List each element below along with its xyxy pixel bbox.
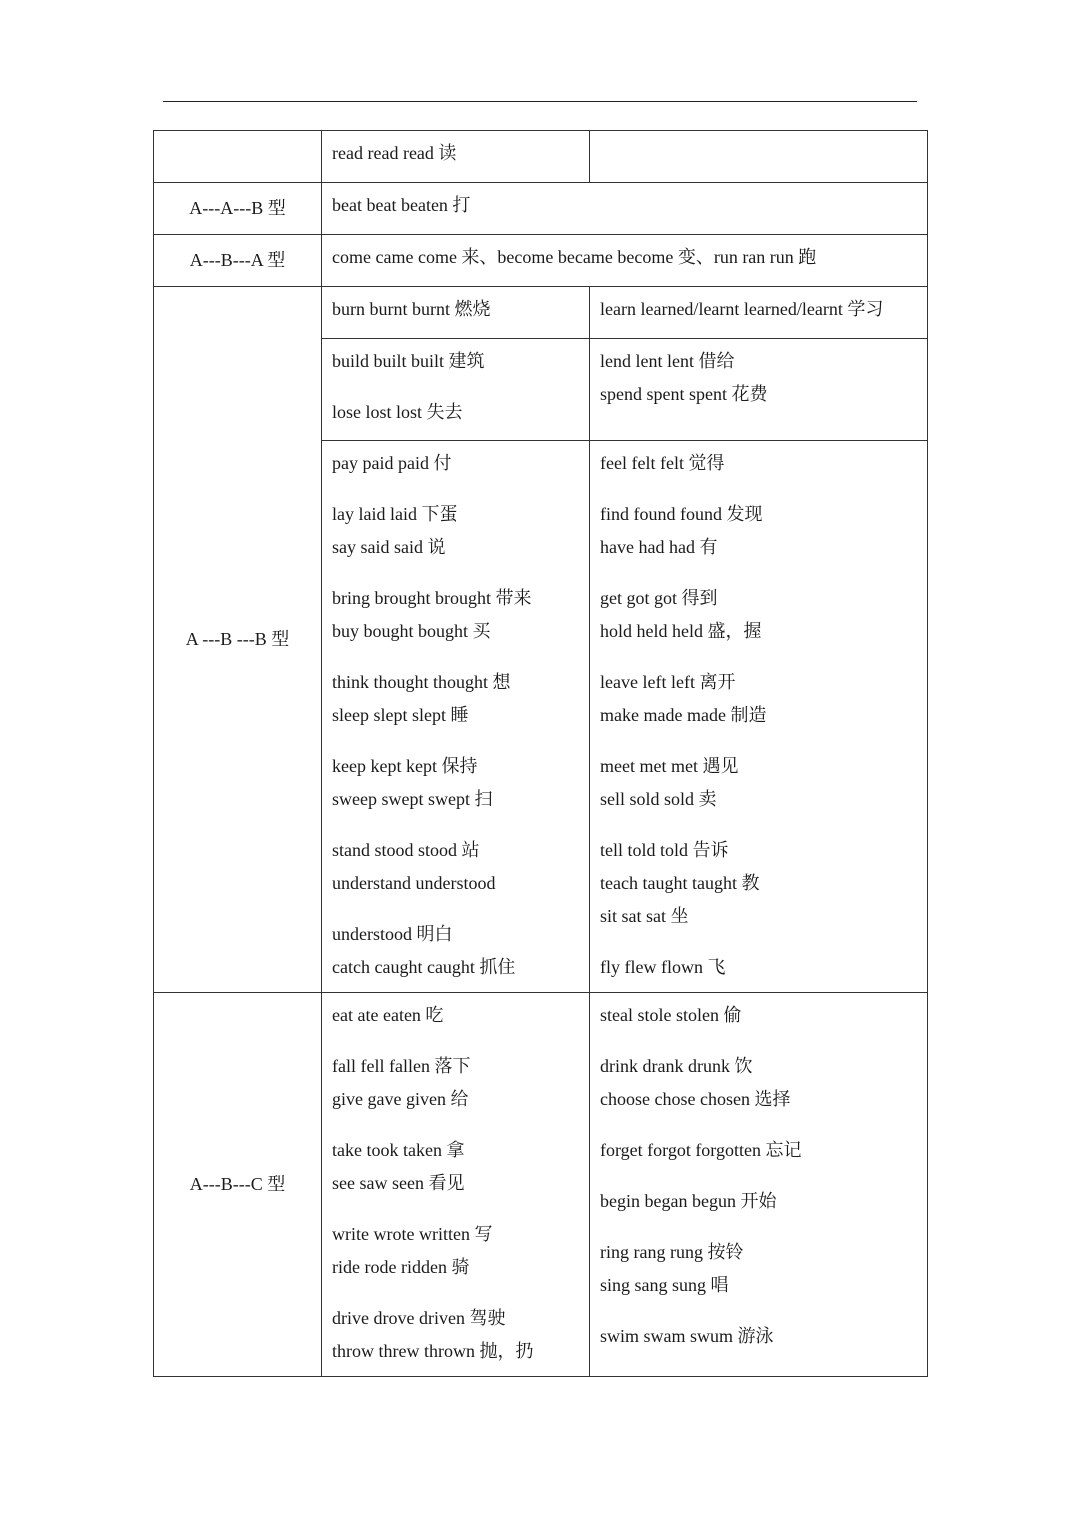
verb-cell — [590, 441, 928, 993]
table-row — [154, 235, 928, 287]
verb-entry: sweep swept swept 扫 — [332, 789, 493, 809]
type-label: A---B---A 型 — [189, 250, 286, 270]
table-row — [154, 131, 928, 183]
verb-cell — [590, 339, 928, 441]
verb-entry: meet met met 遇见 — [600, 756, 739, 776]
type-label: A---A---B 型 — [189, 198, 286, 218]
verb-entry: bring brought brought 带来 — [332, 588, 532, 608]
verb-entry: stand stood stood 站 — [332, 840, 480, 860]
type-cell — [154, 287, 322, 993]
table-row — [154, 993, 928, 1377]
verb-entry: pay paid paid 付 — [332, 453, 452, 473]
verb-entry: think thought thought 想 — [332, 672, 511, 692]
verb-entry: build built built 建筑 — [332, 351, 485, 371]
verb-entry: burn burnt burnt 燃烧 — [332, 299, 491, 319]
type-label: A---B---C 型 — [189, 1174, 286, 1194]
type-cell — [154, 235, 322, 287]
verb-entry: understood 明白 — [332, 924, 453, 944]
verb-entry: beat beat beaten 打 — [332, 195, 471, 215]
verb-entry: make made made 制造 — [600, 705, 767, 725]
verb-cell — [322, 339, 590, 441]
verb-entry: take took taken 拿 — [332, 1140, 465, 1160]
verb-entry: spend spent spent 花费 — [600, 384, 768, 404]
verb-entry: write wrote written 写 — [332, 1224, 493, 1244]
verb-entry: drink drank drunk 饮 — [600, 1056, 753, 1076]
verb-entry: catch caught caught 抓住 — [332, 957, 516, 977]
verb-cell — [322, 441, 590, 993]
verb-entry: sell sold sold 卖 — [600, 789, 717, 809]
verb-entry: fly flew flown 飞 — [600, 957, 726, 977]
verb-entry: sleep slept slept 睡 — [332, 705, 469, 725]
irregular-verbs-table — [153, 130, 928, 1377]
table-row — [154, 287, 928, 339]
verb-entry: swim swam swum 游泳 — [600, 1326, 774, 1346]
verb-entry: get got got 得到 — [600, 588, 718, 608]
verb-entry: read read read 读 — [332, 143, 457, 163]
verb-cell — [322, 287, 590, 339]
type-cell — [154, 993, 322, 1377]
type-cell — [154, 131, 322, 183]
verb-entry: tell told told 告诉 — [600, 840, 729, 860]
verb-entry: steal stole stolen 偷 — [600, 1005, 742, 1025]
verb-cell — [322, 993, 590, 1377]
type-label: A ---B ---B 型 — [185, 629, 290, 649]
verb-entry: fall fell fallen 落下 — [332, 1056, 471, 1076]
verb-entry: buy bought bought 买 — [332, 621, 491, 641]
verb-entry: ride rode ridden 骑 — [332, 1257, 470, 1277]
verb-entry: sing sang sung 唱 — [600, 1275, 729, 1295]
verb-entry: eat ate eaten 吃 — [332, 1005, 444, 1025]
verb-entry: choose chose chosen 选择 — [600, 1089, 791, 1109]
verb-cell — [322, 183, 928, 235]
verb-entry: understand understood — [332, 873, 496, 893]
verb-entry: give gave given 给 — [332, 1089, 469, 1109]
verb-cell — [322, 235, 928, 287]
type-cell — [154, 183, 322, 235]
verb-cell — [322, 131, 590, 183]
table-row — [154, 183, 928, 235]
verb-entry: say said said 说 — [332, 537, 446, 557]
verb-entry: lay laid laid 下蛋 — [332, 504, 458, 524]
verb-entry: lose lost lost 失去 — [332, 402, 463, 422]
header-rule — [163, 101, 917, 102]
verb-entry: feel felt felt 觉得 — [600, 453, 725, 473]
verb-entry: forget forgot forgotten 忘记 — [600, 1140, 802, 1160]
verb-entry: have had had 有 — [600, 537, 718, 557]
verb-entry: leave left left 离开 — [600, 672, 736, 692]
verb-entry: sit sat sat 坐 — [600, 906, 689, 926]
verb-entry: lend lent lent 借给 — [600, 351, 735, 371]
verb-entry: hold held held 盛，握 — [600, 621, 762, 641]
verb-entry: throw threw thrown 抛，扔 — [332, 1341, 534, 1361]
verb-entry: come came come 来、become became become 变、run ran run 跑 — [332, 247, 817, 267]
verb-entry: drive drove driven 驾驶 — [332, 1308, 506, 1328]
verb-entry: teach taught taught 教 — [600, 873, 760, 893]
verb-entry: learn learned/learnt learned/learnt 学习 — [600, 299, 884, 319]
verb-entry: see saw seen 看见 — [332, 1173, 465, 1193]
verb-entry: ring rang rung 按铃 — [600, 1242, 744, 1262]
verb-cell — [590, 993, 928, 1377]
verb-entry: keep kept kept 保持 — [332, 756, 478, 776]
verb-cell — [590, 131, 928, 183]
verb-cell — [590, 287, 928, 339]
verb-entry: begin began begun 开始 — [600, 1191, 777, 1211]
verb-entry: find found found 发现 — [600, 504, 763, 524]
